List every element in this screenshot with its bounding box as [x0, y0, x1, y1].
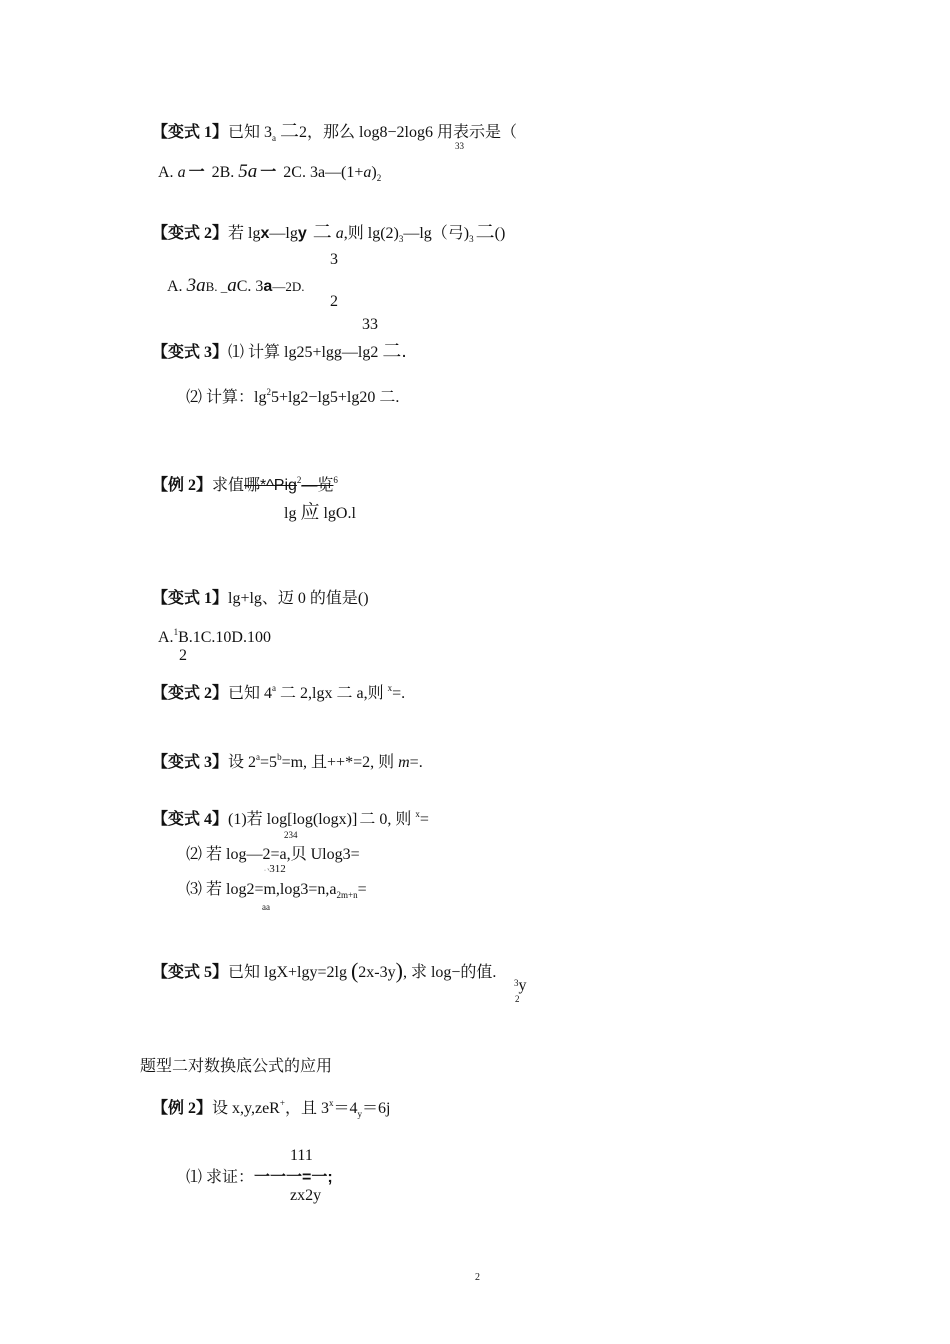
equals-glyph: 二: [280, 121, 300, 142]
fraction-denominator: 2: [330, 293, 338, 310]
variant-2b-question: [152, 683, 406, 702]
fraction-numerator: 3: [330, 251, 338, 268]
question-text: =: [357, 881, 367, 898]
question-text: (1)若 log[log(logx)]: [228, 811, 358, 828]
variant-4-line2: [186, 847, 360, 863]
question-text: y: [297, 225, 307, 242]
exponent: x: [415, 809, 420, 819]
subscript-234: 234: [284, 830, 298, 840]
question-text: 2x-3y: [358, 964, 396, 981]
question-text: =: [419, 811, 429, 828]
equals-glyph: 二: [336, 685, 353, 702]
question-text: 已知 3: [228, 124, 273, 141]
question-text: 设 x,y,zeR: [212, 1100, 280, 1117]
question-text: =.: [409, 754, 423, 771]
page-number: 2: [475, 1272, 480, 1283]
fraction-denominators: zx2y: [290, 1187, 322, 1204]
mark-glyph: · ᵛ: [264, 868, 270, 874]
question-text: 应: [300, 502, 320, 523]
subscript-33: 33: [455, 141, 464, 151]
question-text: 求值: [212, 477, 245, 494]
paren-glyph: (: [350, 958, 359, 983]
question-text: a,则: [352, 685, 388, 702]
question-text: ，且 3: [284, 1100, 329, 1117]
question-text: 设 2: [228, 754, 257, 771]
exponent: +: [279, 1098, 285, 1108]
variant-1-question: [152, 122, 517, 141]
option-text: a: [263, 278, 273, 295]
variant-1b-question: [152, 591, 369, 607]
question-text: ,则 lg(2): [343, 225, 399, 242]
fraction-denominator: y: [518, 977, 527, 994]
question-text: lg+lg、迈 0 的值是(): [228, 590, 369, 607]
question-text: ＝6j: [361, 1100, 391, 1117]
option-text: ): [371, 164, 377, 181]
question-text: 5+lg2−lg5+lg20: [270, 389, 376, 406]
variant-label: 【变式 2】: [152, 685, 229, 702]
fraction-numerator: 1: [173, 627, 179, 637]
example-2-denominator: [284, 503, 356, 522]
variant-label: 【变式 1】: [152, 124, 229, 141]
equals-glyph: 二: [280, 685, 297, 702]
option-text: 3a: [186, 275, 206, 296]
example-label: 【例 2】: [152, 477, 213, 494]
option-text: 5a: [238, 161, 258, 182]
question-text: x: [260, 225, 270, 242]
subscript: 2m+n: [336, 890, 358, 900]
variant-2-options: [167, 276, 304, 295]
option-text: 2C. 3a—(1+: [279, 164, 364, 181]
exponent: a: [256, 752, 261, 762]
exponent: a: [272, 133, 277, 143]
question-text: m: [398, 754, 410, 771]
variant-4-line1: [152, 809, 429, 828]
variant-label: 【变式 4】: [152, 811, 229, 828]
variant-5-fraction: [514, 978, 527, 994]
question-text: =5: [260, 754, 278, 771]
question-text: ⑵ 若 log—2=a,贝 Ulog3=: [186, 846, 360, 863]
fraction-numerator: 3: [514, 978, 519, 988]
question-text: =.: [392, 685, 406, 702]
question-text: —lg（弓): [403, 225, 470, 242]
equals-glyph: 二.: [382, 341, 407, 362]
option-text: A.: [158, 629, 174, 646]
subscript: 3: [398, 234, 404, 244]
fraction-numerators: 111: [290, 1147, 313, 1164]
exponent: x: [328, 1098, 334, 1108]
question-text: 2，那么 log8−2log6 用表示是（: [299, 124, 517, 141]
subscript: y: [357, 1109, 362, 1119]
exponent: x: [387, 683, 393, 693]
subscript-33: 33: [362, 316, 378, 333]
variant-3-part2: [186, 387, 400, 406]
variant-label: 【变式 3】: [152, 344, 229, 361]
exponent: 2: [376, 173, 382, 183]
equals-glyph: 二: [312, 222, 332, 243]
question-text: lgO.l: [319, 505, 356, 522]
question-text: , 求 log−的值.: [402, 964, 497, 981]
question-text: 哪*^Pig: [244, 477, 297, 494]
variant-label: 【变式 5】: [152, 964, 229, 981]
variant-label: 【变式 2】: [152, 225, 229, 242]
question-text: a: [331, 225, 344, 242]
option-text: a: [227, 275, 237, 296]
option-text: a: [363, 164, 372, 181]
subscript-2: 2: [515, 994, 520, 1004]
dash-glyph: 一: [260, 164, 277, 181]
equals-glyph: 二.: [379, 389, 400, 406]
question-text: 2,lgx: [296, 685, 337, 702]
variant-label: 【变式 3】: [152, 754, 229, 771]
equation-text: 一一一=一;: [254, 1169, 333, 1186]
exponent: b: [277, 752, 282, 762]
option-text: —2D.: [272, 279, 305, 294]
question-text: =m, 且++*=2, 则: [281, 754, 399, 771]
example-2b-proof: [186, 1170, 333, 1186]
exponent: 2: [296, 475, 302, 485]
paren-glyph: ): [395, 958, 403, 983]
example-label: 【例 2】: [152, 1100, 213, 1117]
variant-3-question: [152, 342, 407, 361]
option-text: B.1C.10D.100: [178, 629, 271, 646]
fraction-denominator: 2: [179, 647, 187, 664]
option-text: a: [177, 164, 186, 181]
equals-glyph: 二: [475, 222, 495, 243]
option-text: B. _: [205, 279, 228, 294]
section-title: 题型二对数换底公式的应用: [140, 1058, 333, 1075]
subscript: 3: [469, 234, 474, 244]
variant-1b-options: [158, 627, 271, 646]
question-text: ⑵ 计算：lg: [186, 389, 267, 406]
question-text: 0, 则: [375, 811, 416, 828]
variant-5-question: [152, 959, 496, 981]
option-text: C. 3: [236, 278, 264, 295]
question-text: 若 lg: [228, 225, 261, 242]
question-text: 已知 lgX+lgy=2lg: [228, 964, 351, 981]
question-text: ＝4: [333, 1100, 358, 1117]
exponent: 6: [333, 475, 338, 485]
variant-3b-question: [152, 752, 423, 771]
option-text: 2B.: [207, 164, 239, 181]
example-2b-question: [152, 1098, 391, 1119]
subscript: 312: [269, 863, 286, 875]
question-text: ⑴ 计算 lg25+lgg—lg2: [228, 344, 379, 361]
variant-label: 【变式 1】: [152, 590, 229, 607]
equals-glyph: 二: [359, 811, 376, 828]
example-2-question: [152, 475, 338, 494]
subscript-aa: aa: [262, 902, 270, 912]
question-text: —lg: [269, 225, 298, 242]
option-text: A.: [167, 278, 187, 295]
question-text: ⑴ 求证：: [186, 1169, 255, 1186]
question-text: (): [494, 225, 506, 242]
variant-4-line3: [186, 882, 367, 898]
question-text: ⑶ 若 log2=m,log3=n,a: [186, 881, 337, 898]
option-text: A.: [158, 164, 178, 181]
question-text: —览: [301, 477, 334, 494]
exponent: 2: [266, 387, 271, 397]
question-text: lg: [284, 505, 297, 522]
question-text: 已知 4: [228, 685, 273, 702]
variant-1-options: [158, 162, 381, 181]
variant-2-question: [152, 223, 505, 242]
exponent: a: [272, 683, 277, 693]
dash-glyph: 一: [188, 164, 205, 181]
subscript-312: [264, 864, 286, 875]
